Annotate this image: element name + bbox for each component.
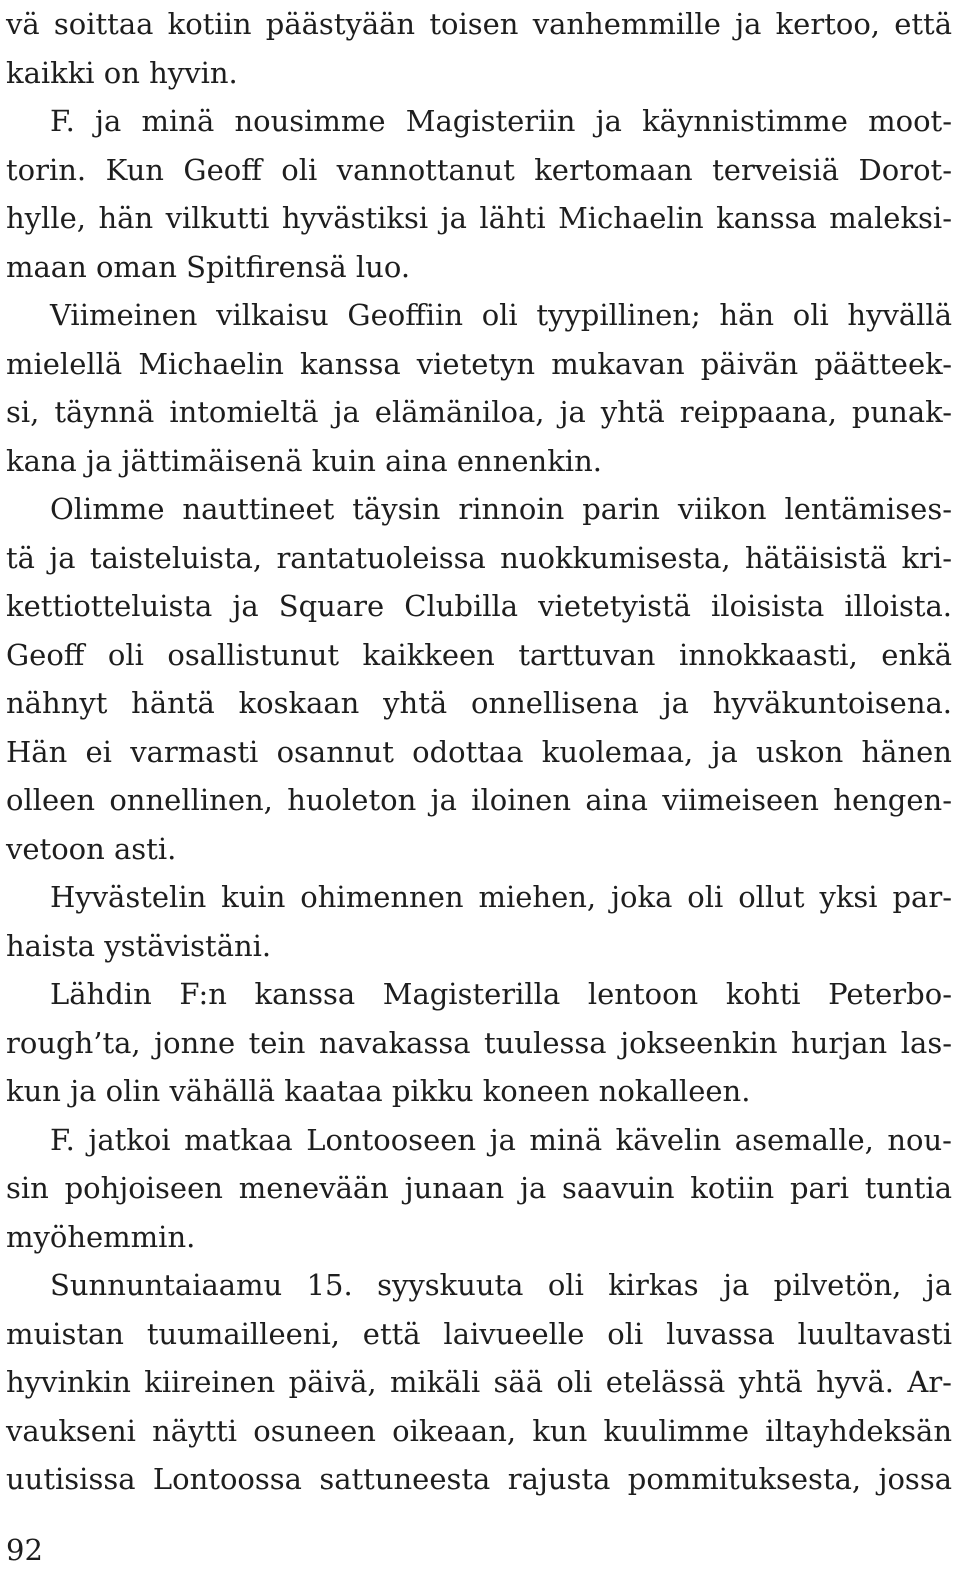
text-line: Geoff oli osallistunut kaikkeen tarttuvan innokkaasti, enkä — [6, 637, 952, 672]
text-line: F. jatkoi matkaa Lontooseen ja minä kävelin asemalle, nou- — [50, 1122, 952, 1157]
text-line: olleen onnellinen, huoleton ja iloinen aina viimeiseen hengen- — [6, 783, 952, 817]
text-line: hylle, hän vilkutti hyvästiksi ja lähti Michaelin kanssa maleksi- — [6, 201, 952, 235]
text-line: kettiotteluista ja Square Clubilla vietetyistä iloisista illoista. — [6, 589, 952, 623]
text-line: muistan tuumailleeni, että laivueelle oli luvassa luultavasti — [6, 1316, 952, 1351]
text-line: haista ystävistäni. — [6, 928, 272, 963]
text-line: mielellä Michaelin kanssa vietetyn mukavan päivän päätteek- — [6, 346, 952, 381]
page-number: 92 — [6, 1533, 43, 1567]
text-line: Hyvästelin kuin ohimennen miehen, joka oli ollut yksi par- — [50, 880, 952, 914]
text-line: si, täynnä intomieltä ja elämäniloa, ja yhtä reippaana, punak- — [6, 395, 952, 429]
text-line: vetoon asti. — [6, 831, 177, 866]
text-line: Viimeinen vilkaisu Geoffiin oli tyypillinen; hän oli hyvällä — [50, 298, 952, 332]
text-line: maan oman Spitfirensä luo. — [6, 249, 411, 284]
page-body-text — [6, 0, 952, 1504]
text-line: kana ja jättimäisenä kuin aina ennenkin. — [6, 443, 602, 478]
text-line: sin pohjoiseen menevään junaan ja saavuin kotiin pari tuntia — [6, 1171, 952, 1205]
text-line: hyvinkin kiireinen päivä, mikäli sää oli etelässä yhtä hyvä. Ar- — [6, 1365, 952, 1399]
text-line: Hän ei varmasti osannut odottaa kuolemaa, ja uskon hänen — [6, 734, 952, 769]
text-line: Olimme nauttineet täysin rinnoin parin viikon lentämises- — [50, 492, 952, 526]
text-line: vaukseni näytti osuneen oikeaan, kun kuulimme iltayhdeksän — [6, 1413, 952, 1448]
text-line: tä ja taisteluista, rantatuoleissa nuokkumisesta, hätäisistä kri- — [6, 540, 952, 575]
text-line: F. ja minä nousimme Magisteriin ja käynnistimme moot- — [50, 104, 952, 138]
text-line: torin. Kun Geoff oli vannottanut kertomaan terveisiä Dorot- — [6, 152, 952, 187]
text-line: Lähdin F:n kanssa Magisterilla lentoon kohti Peterbo- — [50, 977, 952, 1011]
text-line: myöhemmin. — [6, 1219, 196, 1254]
text-line: Sunnuntaiaamu 15. syyskuuta oli kirkas ja pilvetön, ja — [50, 1268, 952, 1302]
text-line: kun ja olin vähällä kaataa pikku koneen nokalleen. — [6, 1074, 751, 1108]
text-line: nähnyt häntä koskaan yhtä onnellisena ja hyväkuntoisena. — [6, 686, 952, 720]
text-line: uutisissa Lontoossa sattuneesta rajusta pommituksesta, jossa — [6, 1462, 952, 1496]
text-line: vä soittaa kotiin päästyään toisen vanhemmille ja kertoo, että — [6, 7, 952, 41]
text-line: rough’ta, jonne tein navakassa tuulessa jokseenkin hurjan las- — [6, 1025, 952, 1060]
text-line: kaikki on hyvin. — [6, 55, 238, 90]
